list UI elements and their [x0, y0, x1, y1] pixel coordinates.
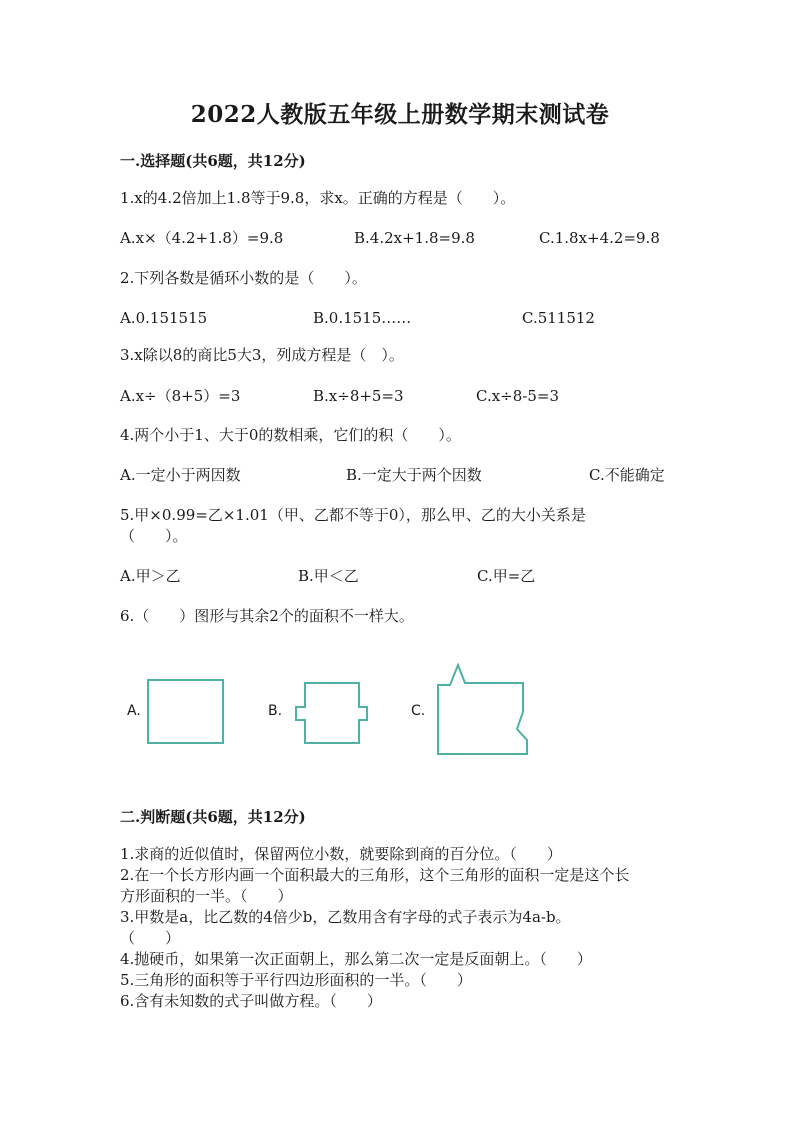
question-1-option-c: C.1.8x+4.2=9.8 [539, 229, 660, 247]
question-5-option-c: C.甲=乙 [477, 567, 536, 585]
question-3-option-c: C.x÷8-5=3 [476, 387, 560, 405]
question-3-option-a: A.x÷（8+5）=3 [120, 387, 241, 405]
question-4-option-a: A.一定小于两因数 [120, 466, 241, 484]
question-4-option-b: B.一定大于两个因数 [346, 466, 482, 484]
figure-b-label: B. [268, 703, 283, 719]
figure-c-label: C. [411, 703, 426, 719]
section-heading-judgement: 二.判断题(共6题，共12分) [120, 808, 306, 826]
question-3-stem: 3.x除以8的商比5大3，列成方程是（ ）。 [120, 346, 404, 364]
judgement-line-6: 4.抛硬币，如果第一次正面朝上，那么第二次一定是反面朝上。（ ） [120, 950, 592, 968]
figure-b-shape [296, 683, 367, 743]
figure-a-label: A. [127, 703, 141, 719]
question-2-option-a: A.0.151515 [120, 309, 208, 327]
judgement-line-7: 5.三角形的面积等于平行四边形面积的一半。（ ） [120, 971, 472, 989]
question-2-option-b: B.0.1515…… [313, 309, 412, 327]
question-4-stem: 4.两个小于1、大于0的数相乘，它们的积（ ）。 [120, 426, 461, 444]
judgement-line-4: 3.甲数是a，比乙数的4倍少b，乙数用含有字母的式子表示为4a-b。 [120, 908, 571, 926]
figure-c-shape [438, 665, 527, 754]
question-1-option-b: B.4.2x+1.8=9.8 [354, 229, 475, 247]
question-2-option-c: C.511512 [522, 309, 595, 327]
figures-svg [120, 655, 680, 785]
question-6-figures [120, 655, 680, 785]
question-4-option-c: C.不能确定 [589, 466, 665, 484]
judgement-line-8: 6.含有未知数的式子叫做方程。（ ） [120, 992, 382, 1010]
question-1-stem: 1.x的4.2倍加上1.8等于9.8，求x。正确的方程是（ ）。 [120, 189, 516, 207]
question-2-stem: 2.下列各数是循环小数的是（ ）。 [120, 269, 367, 287]
judgement-line-5: （ ） [120, 929, 181, 947]
question-1-option-a: A.x×（4.2+1.8）=9.8 [120, 229, 284, 247]
section-heading-choice: 一.选择题(共6题，共12分) [120, 152, 306, 170]
question-5-stem-line2: （ ）。 [120, 527, 188, 545]
judgement-line-3: 方形面积的一半。（ ） [120, 887, 293, 905]
question-5-stem-line1: 5.甲×0.99=乙×1.01（甲、乙都不等于0），那么甲、乙的大小关系是 [120, 506, 586, 524]
judgement-line-1: 1.求商的近似值时，保留两位小数，就要除到商的百分位。（ ） [120, 845, 562, 863]
question-3-option-b: B.x÷8+5=3 [313, 387, 404, 405]
page-title: 2022人教版五年级上册数学期末测试卷 [190, 101, 610, 128]
figure-a-square [148, 680, 223, 743]
question-5-option-b: B.甲＜乙 [298, 567, 359, 585]
question-5-option-a: A.甲＞乙 [120, 567, 181, 585]
question-6-stem: 6.（ ）图形与其余2个的面积不一样大。 [120, 607, 414, 625]
judgement-line-2: 2.在一个长方形内画一个面积最大的三角形，这个三角形的面积一定是这个长 [120, 866, 630, 884]
